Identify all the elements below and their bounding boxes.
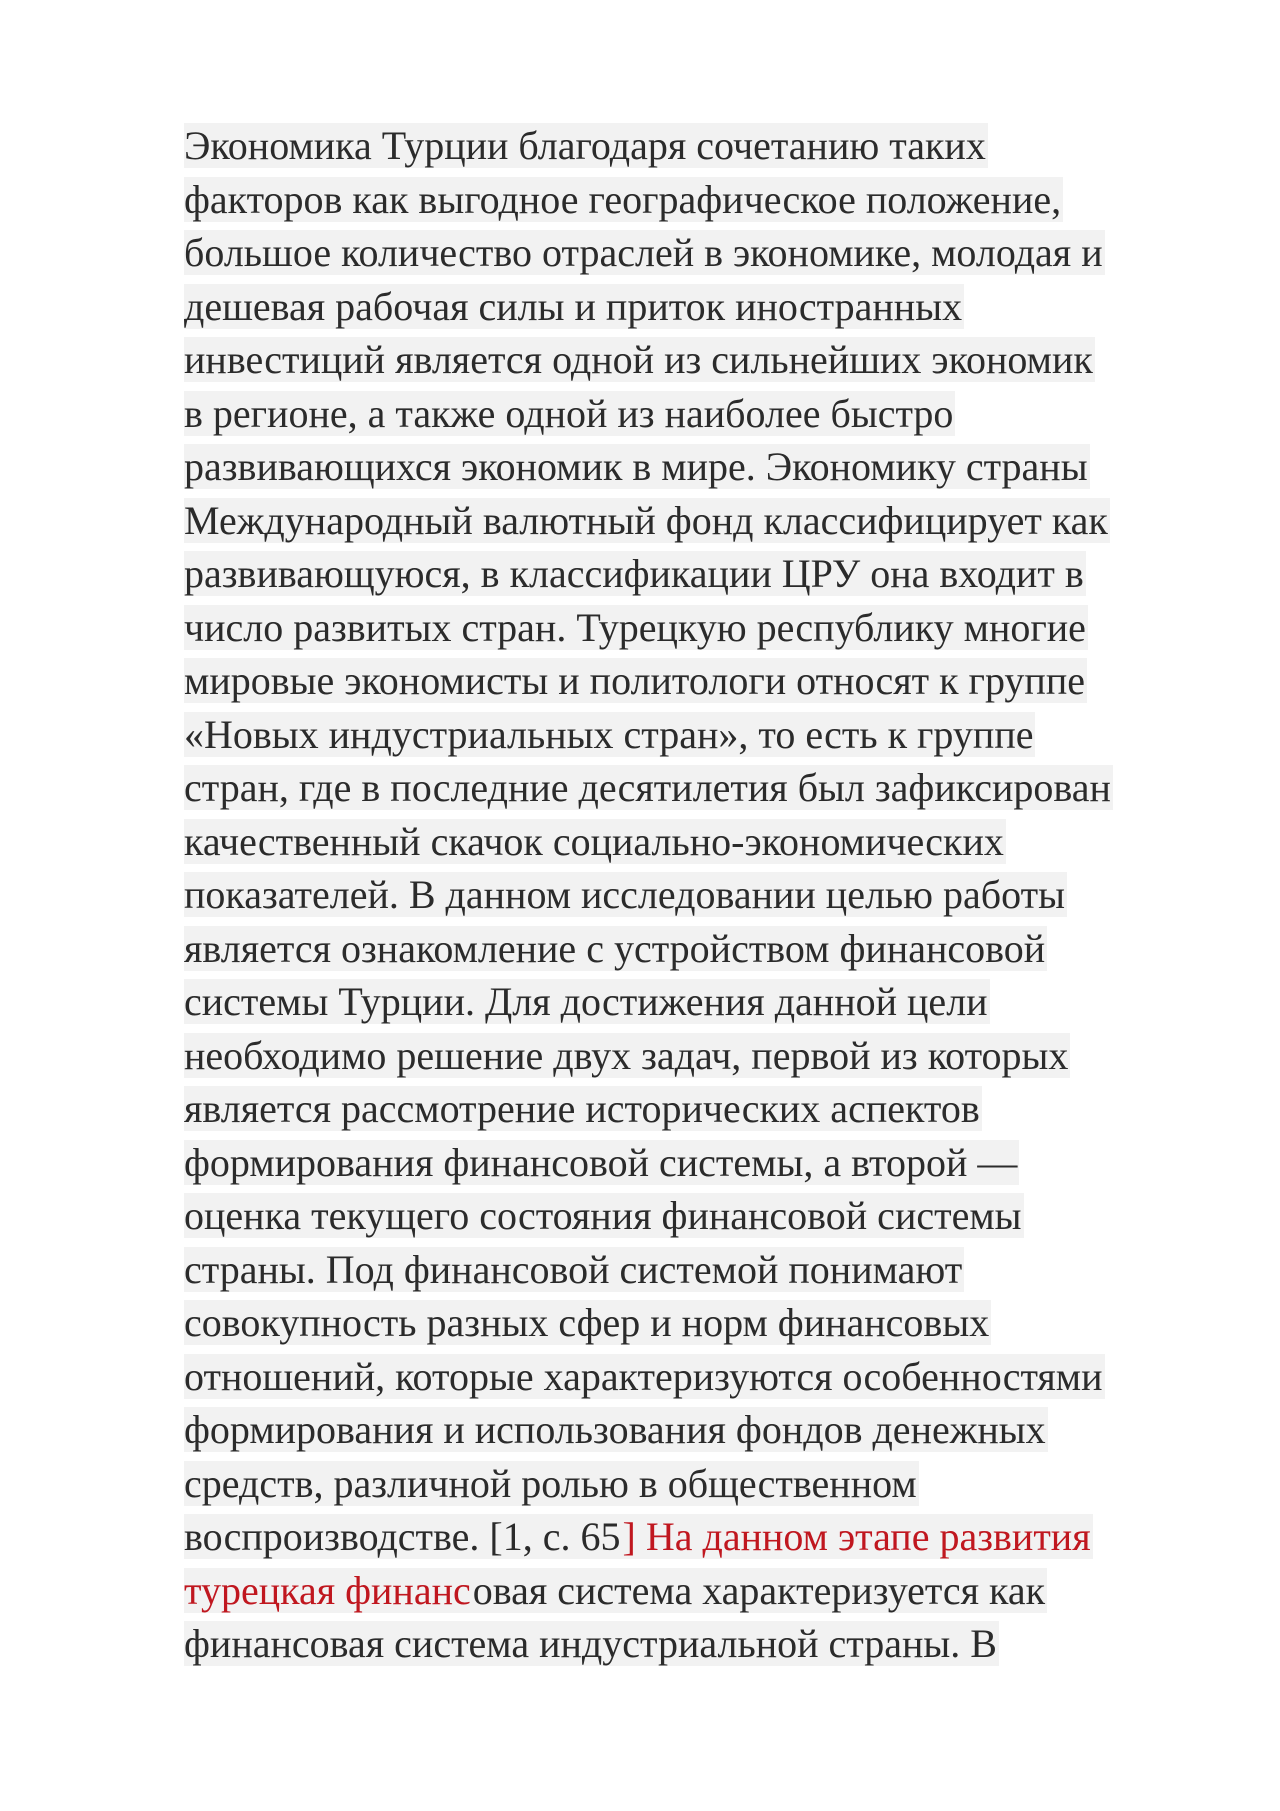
text-line-1: [184, 119, 1194, 173]
text-line-14: [184, 815, 1194, 869]
line-text: отношений, которые характеризуются особенностями: [184, 1353, 1103, 1399]
text-line-16: [184, 922, 1194, 976]
text-line-3: [184, 226, 1194, 280]
text-line-23: [184, 1296, 1194, 1350]
line-text: средств, различной ролью в общественном: [184, 1460, 917, 1506]
text-line-27: [184, 1510, 1194, 1564]
text-line-4: [184, 280, 1194, 334]
line-text: качественный скачок социально-экономических: [184, 818, 1004, 864]
text-line-24: [184, 1350, 1194, 1404]
line-text: формирования и использования фондов денежных: [184, 1407, 1046, 1452]
text-line-12: [184, 708, 1194, 762]
line-text-red: ] На данном этапе развития: [622, 1514, 1091, 1559]
text-line-17: [184, 975, 1194, 1029]
text-line-2: [184, 173, 1194, 227]
line-text: оценка текущего состояния финансовой системы: [184, 1193, 1022, 1238]
line-text: инвестиций является одной из сильнейших экономик: [184, 337, 1093, 382]
line-text: большое количество отраслей в экономике, молодая и: [184, 230, 1103, 275]
line-text: стран, где в последние десятилетия был зафиксирован: [184, 765, 1111, 810]
line-text: является рассмотрение исторических аспектов: [184, 1086, 980, 1131]
line-text: в регионе, а также одной из наиболее быстро: [184, 390, 954, 436]
line-text: развивающуюся, в классификации ЦРУ она входит в: [184, 551, 1084, 596]
line-text: Экономика Турции благодаря сочетанию таких: [184, 123, 986, 168]
text-line-25: [184, 1403, 1194, 1457]
text-line-7: [184, 440, 1194, 494]
line-text: страны. Под финансовой системой понимают: [184, 1246, 963, 1292]
line-text-normal: овая система характеризуется как: [472, 1567, 1046, 1613]
text-line-18: [184, 1029, 1194, 1083]
text-line-13: [184, 761, 1194, 815]
line-text: формирования финансовой системы, а второй —: [184, 1139, 1018, 1185]
text-line-6: [184, 387, 1194, 441]
text-line-26: [184, 1457, 1194, 1511]
line-text: Международный валютный фонд классифицирует как: [184, 497, 1108, 543]
line-text: «Новых индустриальных стран», то есть к группе: [184, 711, 1034, 757]
line-text: финансовая система индустриальной страны. В: [184, 1621, 997, 1666]
line-text-red: турецкая финанс: [184, 1567, 471, 1613]
text-line-10: [184, 601, 1194, 655]
text-line-29: [184, 1617, 1194, 1671]
text-line-28: [184, 1564, 1194, 1618]
text-line-5: [184, 333, 1194, 387]
text-line-15: [184, 868, 1194, 922]
line-text: показателей. В данном исследовании целью работы: [184, 872, 1065, 917]
line-text: необходимо решение двух задач, первой из которых: [184, 1032, 1069, 1078]
text-line-21: [184, 1189, 1194, 1243]
body-paragraph: [184, 119, 1194, 1671]
text-line-22: [184, 1243, 1194, 1297]
text-line-8: [184, 494, 1194, 548]
line-text: развивающихся экономик в мире. Экономику страны: [184, 444, 1088, 489]
line-text: число развитых стран. Турецкую республику многие: [184, 604, 1086, 650]
line-text-normal: воспроизводстве. [1, с. 65: [184, 1514, 621, 1559]
text-line-11: [184, 654, 1194, 708]
text-line-20: [184, 1136, 1194, 1190]
text-line-9: [184, 547, 1194, 601]
text-line-19: [184, 1082, 1194, 1136]
line-text: факторов как выгодное географическое положение,: [184, 176, 1062, 222]
line-text: мировые экономисты и политологи относят к группе: [184, 658, 1085, 703]
line-text: является ознакомление с устройством финансовой: [184, 925, 1046, 971]
line-text: совокупность разных сфер и норм финансовых: [184, 1300, 990, 1345]
line-text: системы Турции. Для достижения данной цели: [184, 979, 988, 1024]
line-text: дешевая рабочая силы и приток иностранных: [184, 283, 963, 329]
